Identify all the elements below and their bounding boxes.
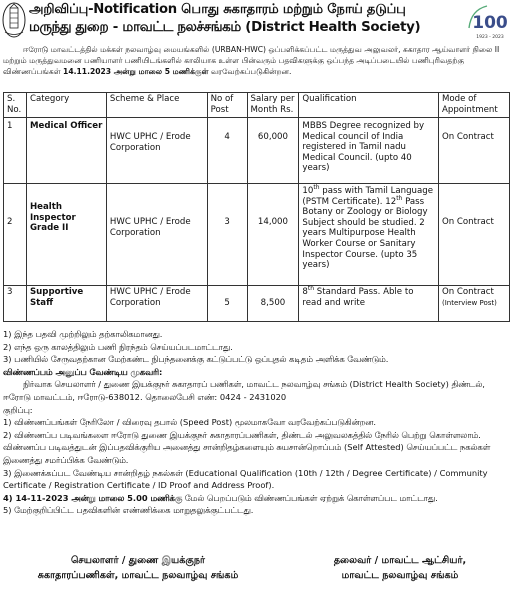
note-3: 3) இணைக்கப்பட வேண்டிய சான்றிதழ் நகல்கள் (Educational Qualification (10th / 12th / Degree Certificate) / Community Certificate / Registration Certificate / ID Proof and Address Proof). [3, 467, 488, 491]
row-sno: 1 [4, 118, 27, 184]
note-4-deadline: 4) 14-11-2023 அன்று மாலை 5.00 மணிக்கு [3, 492, 183, 503]
row-mode-text: On Contract [441, 132, 494, 142]
qual-part: 10 [302, 186, 314, 196]
centenary-number: 100 [472, 13, 508, 33]
row-category: Medical Officer [26, 118, 106, 184]
row-scheme: HWC UPHC / Erode Corporation [106, 118, 207, 184]
note-2: 2) விண்ணப்ப படிவங்களை ஈரோடு துணை இயக்குநர் சுகாதாரப்பணிகள், திண்டல் அலுவலகத்தில் நேரில் பெற்று கொள்ளலாம். விண்ணப்ப படிவத்துடன் இப்பதவிக்குரிய அனைத்து சான்றிதழ்களையும் சுயசான்றொப்பம் (Self Attested) செய்யப்பட்ட நகல்கள் இணைத்து சமர்ப்பிக்க வேண்டும். [3, 429, 491, 465]
ordinal-suffix: th [313, 184, 320, 192]
note-5: 5) மேற்குறிப்பிட்ட பதவிகளின் எண்ணிக்கை மாறுதலுக்குட்பட்டது. [3, 505, 254, 516]
col-header-mode: Mode of Appointment [438, 93, 509, 118]
col-header-sno: S. No. [4, 93, 27, 118]
row-scheme: HWC UPHC / Erode Corporation [106, 286, 207, 322]
signature-right-line-1: தலைவர் / மாவட்ட ஆட்சியர், [333, 555, 467, 566]
notes-heading: குறிப்பு: [3, 404, 33, 415]
row-salary: 14,000 [247, 184, 299, 286]
signature-left-line-2: சுகாதாரப்பணிகள், மாவட்ட நலவாழ்வு சங்கம் [37, 570, 239, 581]
condition-3: 3) பணியில் சேருவதற்கான மேற்கண்ட நிபந்தனைக்கு கட்டுப்பட்டு ஒப்புதல் கடிதம் அளிக்க வேண்டும். [3, 354, 389, 365]
row-sno: 3 [4, 286, 27, 322]
row-mode-text: On Contract [441, 287, 494, 297]
intro-text: ஈரோடு மாவட்டத்தில் மக்கள் நலவாழ்வு மையங்களில் (URBAN-HWC) ஒப்பளிக்கப்பட்ட மருத்துவ அலுவலர், சுகாதார ஆய்வாளர் நிலை II மற்றும் மருத்துவமனை பணியாளர் பணியிடங்களில் காலியாக உள்ள பின்வரும் பதவிகளுக்கு ஒப்பந்த அடிப்படையில் பணிபுரிவதற்கு விண்ணப்பங்கள் [3, 45, 500, 76]
row-mode-text: On Contract [441, 217, 494, 227]
tamil-nadu-emblem-icon [2, 2, 26, 38]
row-mode-note: (Interview Post) [441, 298, 497, 307]
qual-part: Pass Botany or Zoology or Biology Subject should be studied. 2 years Multipurpose Health Worker Course or Sanitary Inspector Course. (upto 35 years) [302, 196, 428, 271]
intro-deadline: 14.11.2023 அன்று மாலை 5 மணிக்குள் [63, 67, 209, 76]
table-header-row [4, 93, 510, 118]
qual-part: pass with Tamil Language (PSTM Certificate). 12 [302, 186, 433, 207]
table-row [4, 184, 510, 286]
row-posts: 3 [207, 184, 247, 286]
signature-right [290, 553, 510, 583]
row-scheme: HWC UPHC / Erode Corporation [106, 184, 207, 286]
row-qualification: MBBS Degree recognized by Medical council of India registered in Tamil nadu Medical Council. (upto 40 years) [299, 118, 439, 184]
col-header-salary: Salary per Month Rs. [247, 93, 299, 118]
vacancy-table [3, 92, 510, 322]
notice-title-line-2: மருந்து துறை - மாவட்ட நலச்சங்கம் (District Health Society) [29, 20, 421, 35]
centenary-years: 1923 - 2023 [476, 35, 504, 40]
table-row [4, 286, 510, 322]
address-heading: விண்ணப்பம் அனுப்ப வேண்டிய முகவரி: [3, 366, 163, 377]
row-category: Health Inspector Grade II [26, 184, 106, 286]
row-salary: 60,000 [247, 118, 299, 184]
row-salary: 8,500 [247, 286, 299, 322]
ordinal-suffix: th [396, 194, 403, 202]
col-header-category: Category [26, 93, 106, 118]
row-mode [438, 118, 509, 184]
signature-right-line-2: மாவட்ட நலவாழ்வு சங்கம் [341, 570, 459, 581]
row-sno: 2 [4, 184, 27, 286]
intro-text-end: வரவேற்கப்படுகின்றன. [208, 67, 292, 76]
condition-1: 1) இந்த பதவி முற்றிலும் தற்காலிகமானது. [3, 329, 163, 339]
condition-2: 2) எந்த ஒரு காலத்திலும் பணி நிரந்தம் செய்யப்படமாட்டாது. [3, 341, 233, 352]
col-header-scheme: Scheme & Place [106, 93, 207, 118]
row-posts: 5 [207, 286, 247, 322]
signature-left-line-1: செயலாளர் / துணை இயக்குநர் [70, 555, 206, 566]
col-header-posts: No of Post [207, 93, 247, 118]
centenary-logo-icon [465, 2, 511, 42]
note-4-text: மேல் பெறப்படும் விண்ணப்பங்கள் ஏற்றுக் கொள்ளப்பட மாட்டாது. [182, 492, 438, 503]
notice-title-line-1: அறிவிப்பு-Notification பொது சுகாதாரம் மற்றும் நோய் தடுப்பு [29, 2, 406, 17]
row-category: Supportive Staff [26, 286, 106, 322]
address-text: நிர்வாக செயலாளர் / துணை இயக்குநர் சுகாதாரப் பணிகள், மாவட்ட நலவாழ்வு சங்கம் (District Health Society) திண்டல், ஈரோடு மாவட்டம், ஈரோடு-638012. தொலைபேசி எண்: 0424 - 2431020 [3, 379, 485, 402]
note-1: 1) விண்ணப்பங்கள் நேரிலோ / விரைவு தபால் (Speed Post) மூலமாகவோ வரவேற்கப்படுகின்றன. [3, 417, 376, 428]
qual-part: Standard Pass. Able to read and write [302, 287, 414, 308]
signature-left [8, 553, 268, 583]
row-qualification [299, 286, 439, 322]
notice-header [0, 0, 513, 42]
ordinal-suffix: th [307, 285, 315, 293]
row-mode [438, 184, 509, 286]
intro-paragraph [3, 44, 508, 77]
notes-section [3, 328, 510, 517]
row-posts: 4 [207, 118, 247, 184]
row-mode [438, 286, 509, 322]
note-4 [3, 492, 510, 505]
row-qualification [299, 184, 439, 286]
table-row [4, 118, 510, 184]
qual-part: 8 [302, 287, 308, 297]
col-header-qualification: Qualification [299, 93, 439, 118]
